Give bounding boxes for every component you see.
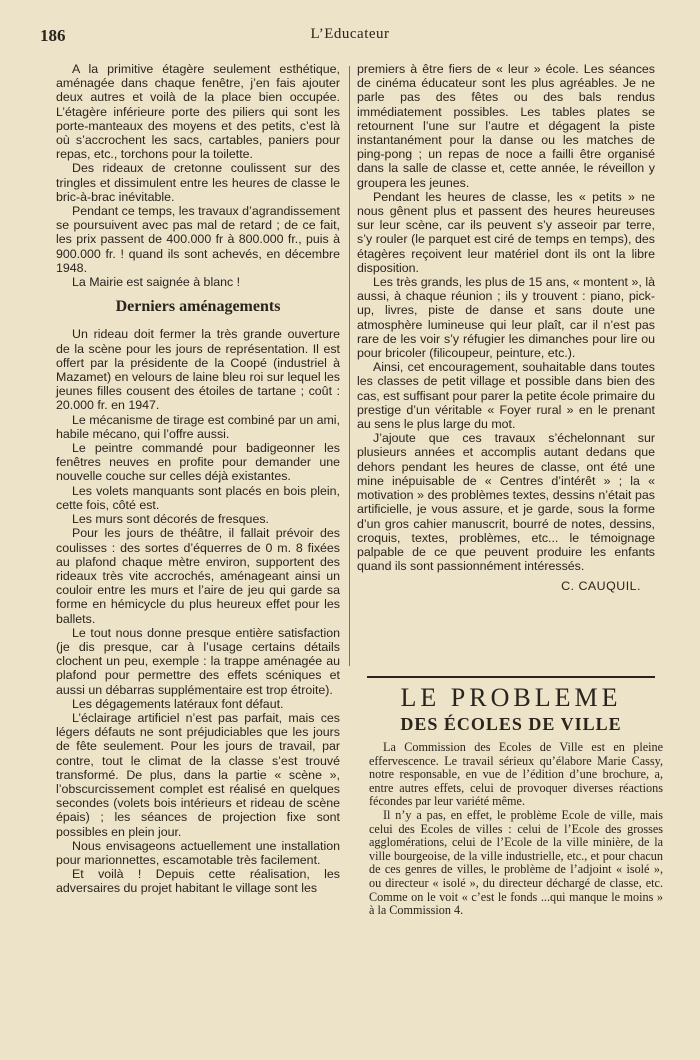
paragraph: L’éclairage artificiel n’est pas parfait, mais ces légers défauts ne sont préjudiciables que les jours de fête seulement. Pour les jours de travail, par contre, tout le climat de la classe s’est trouvé transformé. De plus, dans la partie « scène », l’obscurcissement complet est réalisé en quelques secondes (volets bois intérieurs et rideau de scène épais) ; les séances de projection fixe sont possibles en plein jour. xyxy=(56,710,340,839)
paragraph: Pour les jours de théâtre, il fallait prévoir des coulisses : des sortes d’équerres de 0 m. 8 fixées au plafond chaque mètre environ, supportent des rideaux très vite accrochés, aménageant ainsi un couloir entre les murs et l’aire de jeu qui garde sa forme en hémicycle du plus heureux effet pour les ballets. xyxy=(56,526,340,626)
paragraph: A la primitive étagère seulement esthétique, aménagée dans chaque fenêtre, j’en fais ajouter deux autres et voilà de la place bien occupée. L’étagère inférieure porte des piliers qui sont les porte-manteaux des moyens et des petits, c’est là où s’accrochent les sacs, cartables, paniers pour repas, etc., torchons pour la toilette. xyxy=(56,62,340,162)
right-column xyxy=(357,62,655,594)
paragraph: La Mairie est saignée à blanc ! xyxy=(72,275,241,290)
paragraph: Le mécanisme de tirage est combiné par un ami, habile mécano, qui l’offre aussi. xyxy=(56,412,340,441)
column-divider xyxy=(349,66,350,666)
paragraph: La Commission des Ecoles de Ville est en pleine effervescence. Le travail sérieux qu’élabore Marie Cassy, notre responsable, en vue de l’édition d’une brochure, a, entre autres effets, celui de provoquer diverses réactions fécondes par leur variété même. xyxy=(369,740,663,809)
paragraph: Un rideau doit fermer la très grande ouverture de la scène pour les jours de représentation. Il est offert par la présidente de la Coopé (industriel à Mazamet) en velours de laine bleu roi sur lequel les jeunes filles cousent des étoiles de tartane ; coût : 20.000 fr. en 1947. xyxy=(56,327,340,413)
journal-title: L’Educateur xyxy=(310,26,390,42)
paragraph: Pendant ce temps, les travaux d’agrandissement se poursuivent avec pas mal de retard ; de ce fait, les prix passent de 400.000 fr à 800.000 fr., puis à 900.000 fr. ! quand ils sont achevés, en décembre 1948. xyxy=(56,204,340,275)
article-title: LE PROBLEME xyxy=(400,683,622,712)
paragraph: Les volets manquants sont placés en bois plein, cette fois, côté est. xyxy=(56,483,340,512)
paragraph: Les dégagements latéraux font défaut. xyxy=(72,696,284,711)
paragraph: Les murs sont décorés de fresques. xyxy=(72,512,269,527)
paragraph: Le peintre commandé pour badigeonner les fenêtres neuves en profite pour demander une nouvelle couche sur celles déjà existantes. xyxy=(56,441,340,484)
article-body xyxy=(369,741,663,918)
paragraph: Nous envisageons actuellement une installation pour marionnettes, escamotable très facilement. xyxy=(56,838,340,867)
paragraph: Le tout nous donne presque entière satisfaction (je dis presque, car à l’usage certains détails clochent un peu, exemple : la trappe aménagée au plafond pour permettre des effets scéniques et aussi un débarras supplémentaire est trop étroite). xyxy=(56,625,340,697)
page-header xyxy=(40,26,660,48)
section-heading: Derniers aménagements xyxy=(115,298,281,316)
paragraph: Il n’y a pas, en effet, le problème Ecole de ville, mais celui des Ecoles de villes : celui de l’Ecole des grosses agglomérations, celui de l’Ecole de la ville minière, de la ville bourgeoise, de la ville industrielle, etc., et pour chacun de ces genres de villes, le problème de l’adjoint « isolé », ou directeur « isolé », du directeur déchargé de classe, etc. Comme on le voit « c’est le fonds ...qui manque le moins » à la Commission 4. xyxy=(369,807,663,918)
paragraph: premiers à être fiers de « leur » école. Les séances de cinéma éducateur sont les plus agréables. Je ne parle pas des fêtes ou des bals rendus immédiatement possibles. Les tables plates se retournent l’une sur l’autre et dégagent la piste instantanément pour la danse ou les matches de ping-pong ; un repas de noce a failli être organisé dans la salle de classe et, cette année, le réveillon y groupera les jeunes. xyxy=(357,62,655,190)
paragraph: Et voilà ! Depuis cette réalisation, les adversaires du projet habitant le village sont les xyxy=(56,867,340,896)
article-separator xyxy=(367,676,655,678)
author-signature: C. CAUQUIL. xyxy=(561,579,641,594)
paragraph: Pendant les heures de classe, les « petits » ne nous gênent plus et passent des heures heureuses sur leur scène, car ils peuvent s’y asseoir par terre, s’y rouler (le parquet est ciré de temps en temps), des étagères reçoivent leur matériel dont ils ont la libre disposition. xyxy=(357,189,655,275)
paragraph: Ainsi, cet encouragement, souhaitable dans toutes les classes de petit village et possible dans bien des cas, est suffisant pour parer la petite école primaire du prestige d’un véritable « Foyer rural » en le prenant au sens le plus large du mot. xyxy=(357,360,655,432)
left-column xyxy=(56,62,340,896)
article-subtitle: DES ÉCOLES DE VILLE xyxy=(400,714,622,734)
paragraph: Des rideaux de cretonne coulissent sur des tringles et dissimulent entre les heures de classe le bric-à-brac inévitable. xyxy=(56,161,340,204)
paragraph: J’ajoute que ces travaux s’échelonnant sur plusieurs années et accomplis autant dedans que dehors pendant les heures de classe, ont été une mine inépuisable de « Centres d’intérêt » ; la « motivation » des problèmes textes, dessins n’était pas artificielle, je vous assure, et je garde, sous la forme d’un gros cahier manuscrit, bourré de notes, dessins, croquis, textes, problèmes, etc... le témoignage palpable de ce que peuvent produire les enfants quand ils sont passionnément intéressés. xyxy=(357,431,655,574)
paragraph: Les très grands, les plus de 15 ans, « montent », là aussi, à chaque réunion ; ils y trouvent : piano, pick-up, livres, piste de danse et sans doute une atmosphère lumineuse qui leur plaît, car il n’est pas rare de les voir s’y réfugier les dimanches pour lire ou pour bricoler (filicoupeur, peinture, etc.). xyxy=(357,275,655,361)
page-number: 186 xyxy=(40,26,66,45)
